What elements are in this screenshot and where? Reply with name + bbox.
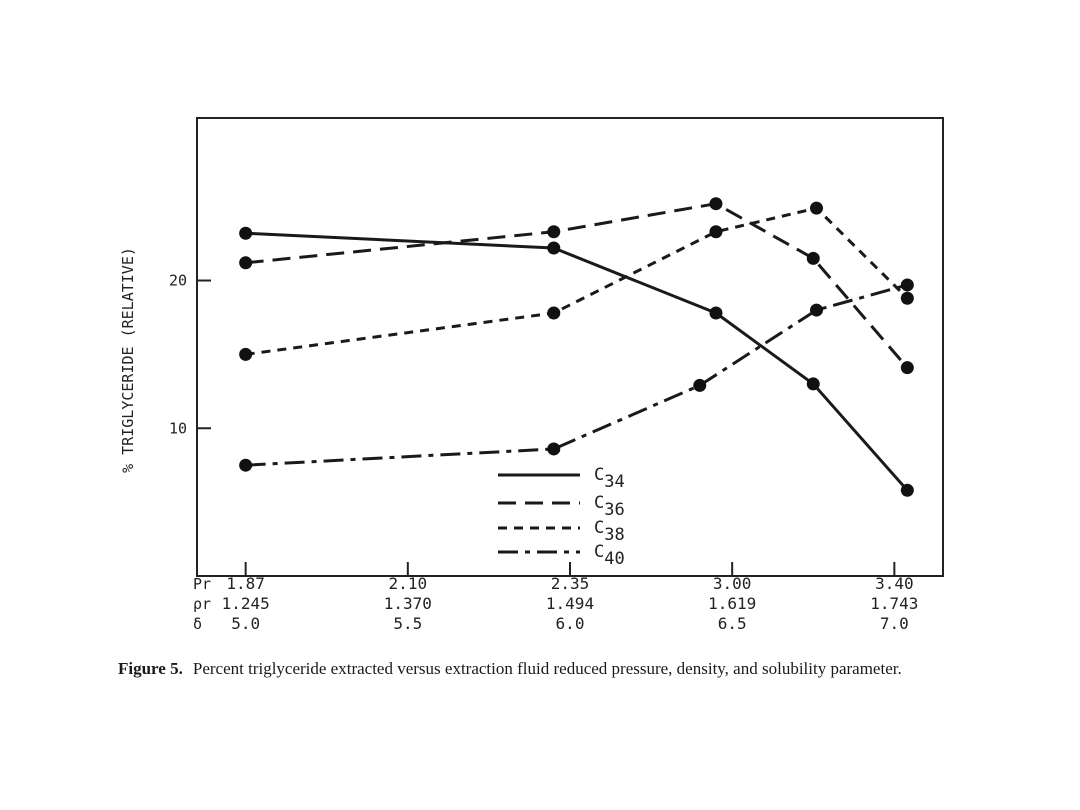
x-tick-label: 5.5 [393,614,423,633]
legend-label: C36 [594,493,625,520]
y-tick-label: 10 [168,419,187,438]
legend-label: C38 [594,518,625,545]
data-point-c36 [239,256,252,269]
x-tick-label: 1.743 [870,594,919,613]
figure-label: Figure 5. [118,659,183,678]
legend-label: C40 [594,542,625,569]
data-point-c34 [807,377,820,390]
legend [498,465,625,569]
data-point-c34 [239,227,252,240]
x-row-symbol: Pr [193,575,212,593]
x-tick-label: 3.40 [875,574,914,593]
data-point-c34 [709,307,722,320]
data-point-c40 [693,379,706,392]
data-point-c38 [239,348,252,361]
x-tick-label: 1.494 [545,594,595,613]
x-row-symbol: δ [193,615,203,633]
series-line-c34 [246,233,908,490]
data-point-c38 [709,225,722,238]
data-point-c34 [547,242,560,255]
data-point-c40 [810,304,823,317]
data-point-c40 [239,459,252,472]
x-tick-label: 1.619 [708,594,757,613]
plot-frame [197,118,943,576]
x-row-symbol: ρr [193,595,212,613]
data-point-c40 [901,278,914,291]
x-tick-label: 1.87 [226,574,265,593]
data-point-c36 [807,252,820,265]
series-line-c36 [246,204,908,368]
x-tick-label: 6.5 [717,614,747,633]
x-tick-label: 3.00 [712,574,752,593]
series-line-c40 [246,285,908,465]
x-tick-label: 6.0 [555,614,585,633]
figure-caption [118,658,948,679]
data-point-c36 [901,361,914,374]
series-points [239,197,914,497]
y-tick-label: 20 [168,271,187,290]
data-point-c40 [547,442,560,455]
x-tick-label: 1.245 [221,594,270,613]
data-point-c38 [547,307,560,320]
x-tick-label: 2.10 [388,574,428,593]
data-point-c36 [709,197,722,210]
data-point-c36 [547,225,560,238]
x-tick-label: 2.35 [550,574,590,593]
data-point-c38 [810,202,823,215]
y-axis-label: % TRIGLYCERIDE (RELATIVE) [119,247,137,473]
series-lines [246,204,908,491]
series-line-c38 [246,208,908,354]
legend-label: C34 [594,465,625,492]
data-point-c38 [901,292,914,305]
x-tick-label: 7.0 [879,614,909,633]
x-tick-label: 5.0 [231,614,261,633]
data-point-c34 [901,484,914,497]
y-axis [169,272,211,438]
x-axis-rows [193,574,918,633]
x-tick-label: 1.370 [383,594,432,613]
figure-caption-text: Percent triglyceride extracted versus extraction fluid reduced pressure, density, and solubility parameter. [192,659,902,678]
